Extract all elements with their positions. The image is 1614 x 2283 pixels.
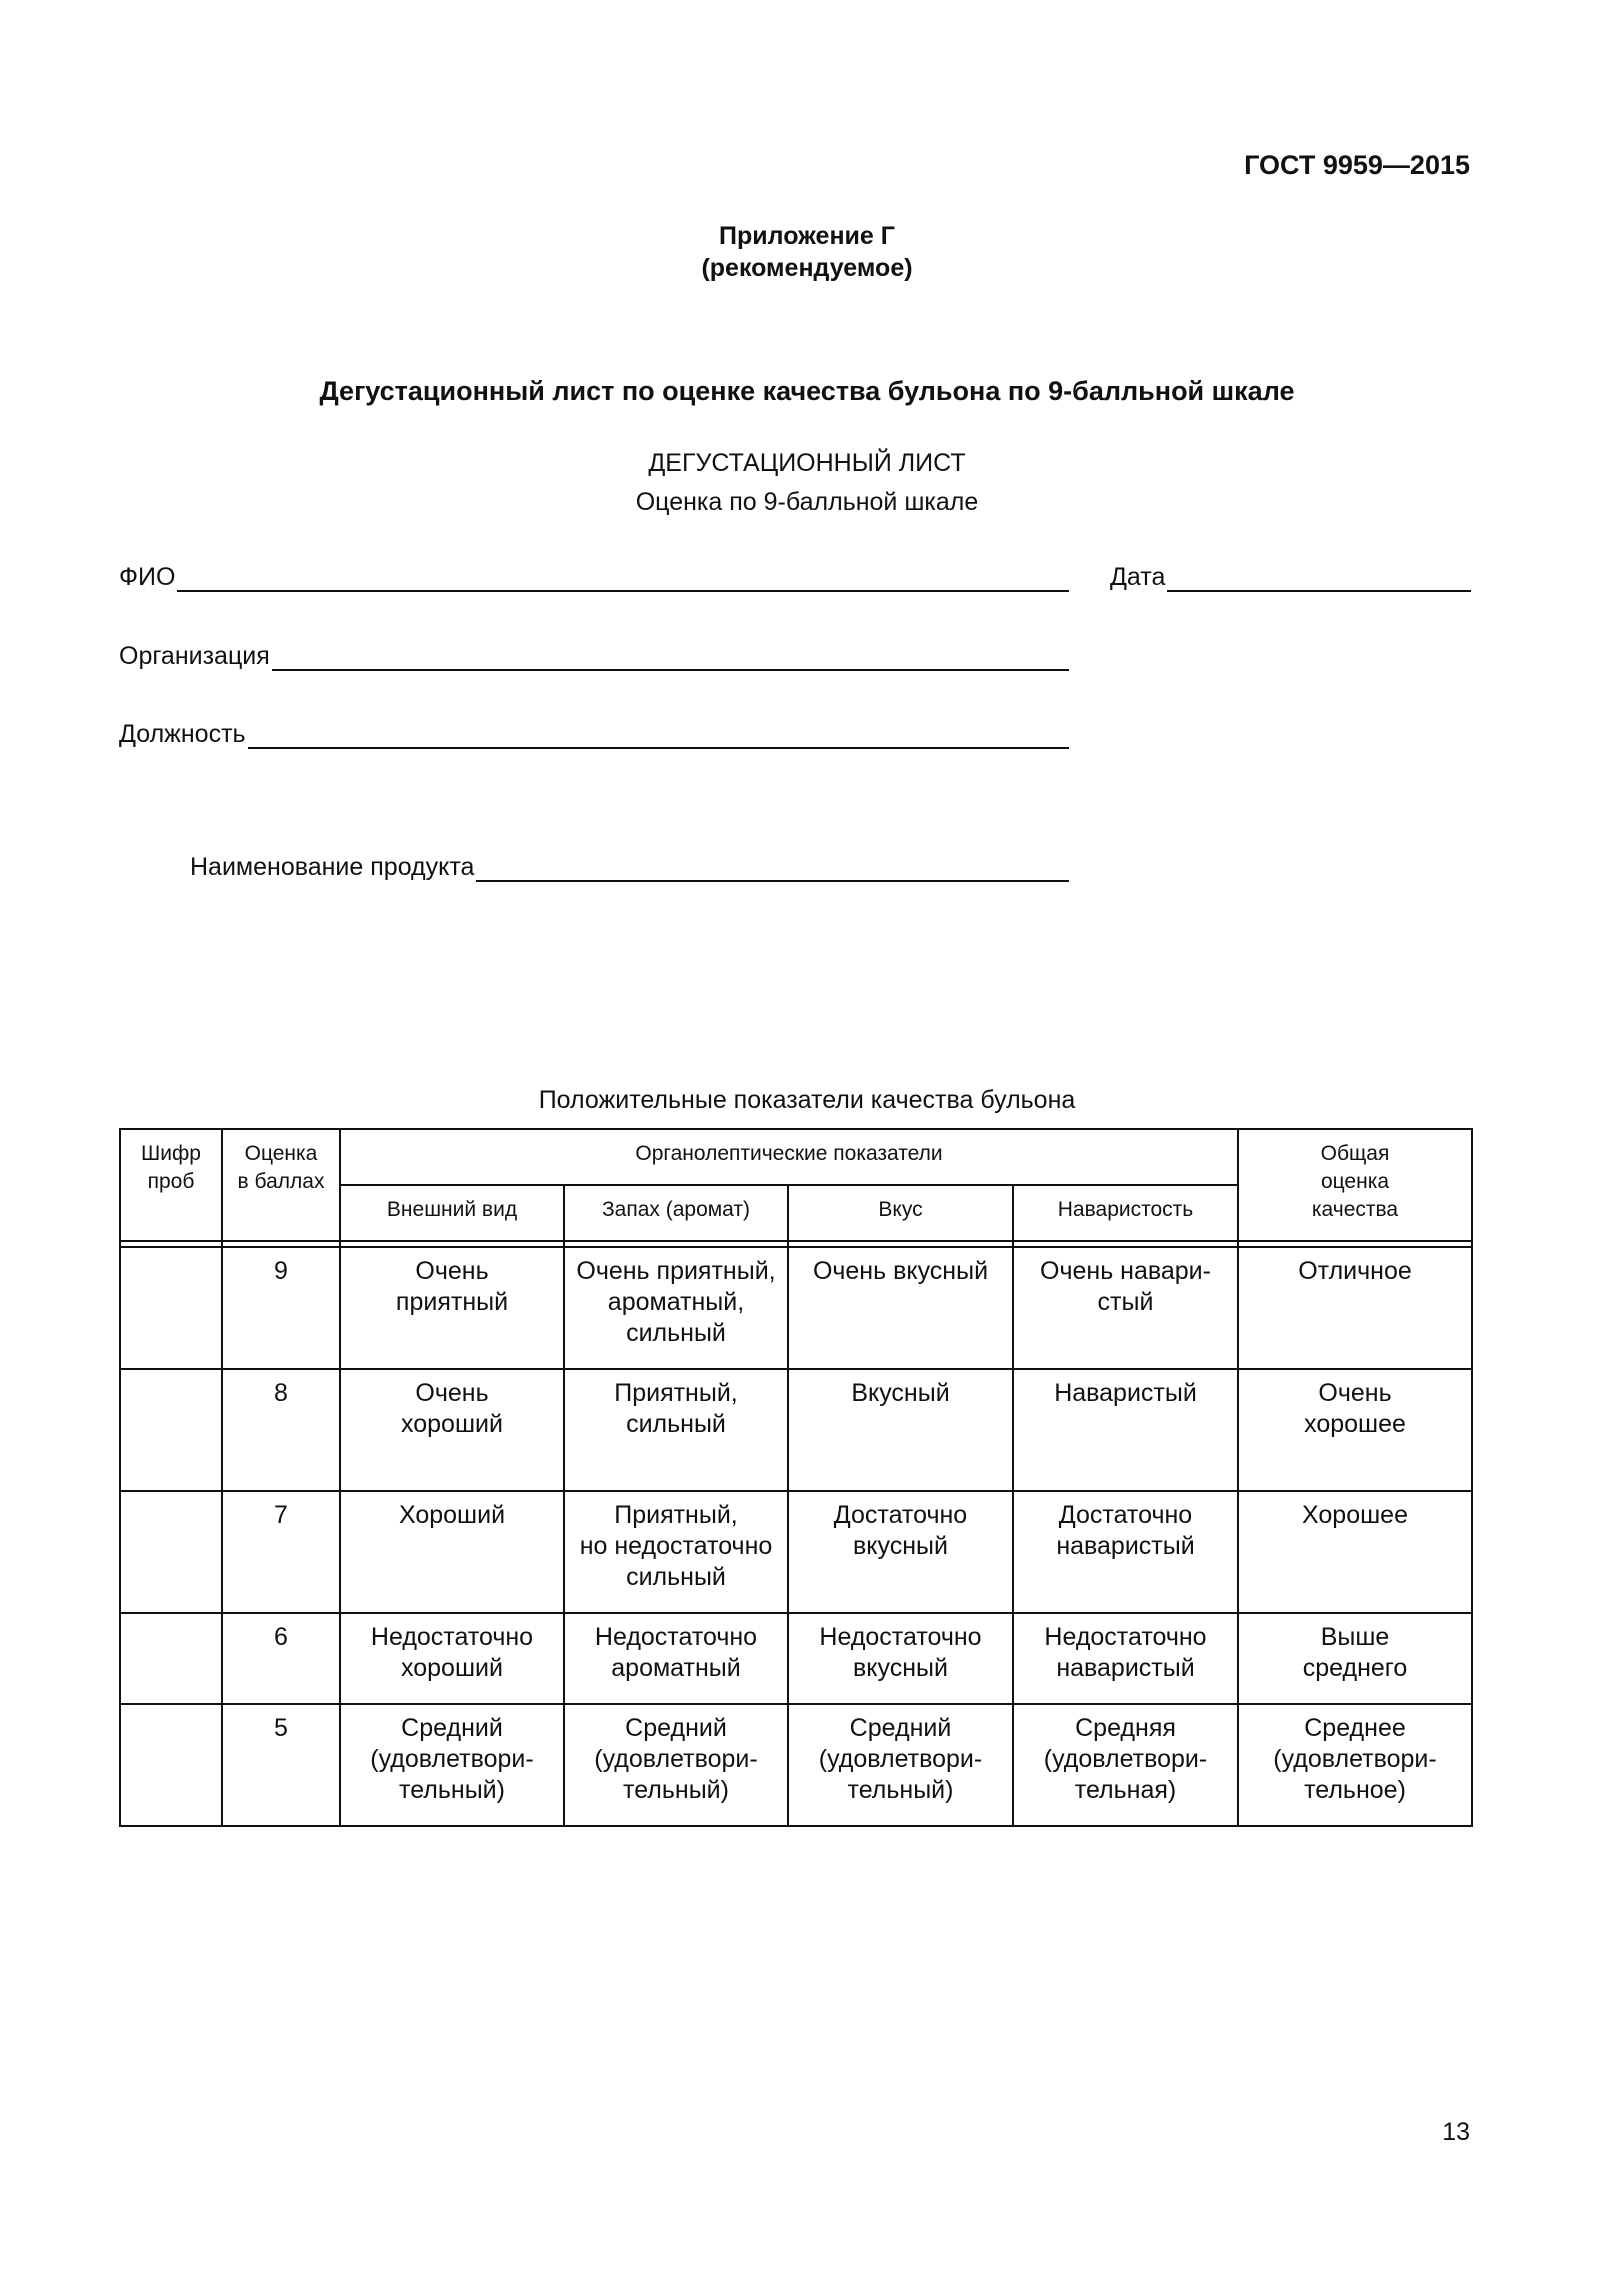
cell-overall: Хорошее xyxy=(1238,1491,1472,1613)
position-label: Должность xyxy=(119,720,246,748)
cell-appearance: Очень приятный xyxy=(340,1247,564,1369)
fio-input-line[interactable] xyxy=(177,564,1069,592)
table-row xyxy=(120,1491,1472,1613)
cell-smell: Средний (удовлетвори- тельный) xyxy=(564,1704,788,1826)
cell-appearance: Недостаточно хороший xyxy=(340,1613,564,1704)
cell-taste: Очень вкусный xyxy=(788,1247,1013,1369)
document-title: Дегустационный лист по оценке качества бульона по 9-балльной шкале xyxy=(319,376,1295,406)
position-input-line[interactable] xyxy=(248,721,1069,749)
product-field[interactable] xyxy=(190,853,1069,882)
header-taste: Вкус xyxy=(788,1185,1013,1241)
cell-appearance: Хороший xyxy=(340,1491,564,1613)
cell-code[interactable] xyxy=(120,1369,222,1491)
cell-code[interactable] xyxy=(120,1704,222,1826)
table-header-row xyxy=(120,1129,1472,1185)
cell-taste: Недостаточно вкусный xyxy=(788,1613,1013,1704)
quality-table xyxy=(119,1128,1473,1827)
table-row xyxy=(120,1704,1472,1826)
header-organoleptic: Органолептические показатели xyxy=(340,1129,1238,1185)
product-input-line[interactable] xyxy=(476,854,1069,882)
cell-richness: Очень навари- стый xyxy=(1013,1247,1238,1369)
cell-score: 6 xyxy=(222,1613,340,1704)
cell-overall: Выше среднего xyxy=(1238,1613,1472,1704)
appendix-note: (рекомендуемое) xyxy=(701,254,913,282)
cell-richness: Недостаточно наваристый xyxy=(1013,1613,1238,1704)
table-row xyxy=(120,1613,1472,1704)
cell-smell: Приятный, сильный xyxy=(564,1369,788,1491)
table-row xyxy=(120,1247,1472,1369)
appendix-title: Приложение Г xyxy=(719,222,895,250)
cell-code[interactable] xyxy=(120,1247,222,1369)
cell-taste: Средний (удовлетвори- тельный) xyxy=(788,1704,1013,1826)
header-overall: Общая оценка качества xyxy=(1238,1129,1472,1241)
cell-smell: Очень приятный, ароматный, сильный xyxy=(564,1247,788,1369)
sheet-subheading: Оценка по 9-балльной шкале xyxy=(635,488,979,516)
header-score: Оценка в баллах xyxy=(222,1129,340,1241)
header-smell: Запах (аромат) xyxy=(564,1185,788,1241)
cell-richness: Средняя (удовлетвори- тельная) xyxy=(1013,1704,1238,1826)
cell-richness: Достаточно наваристый xyxy=(1013,1491,1238,1613)
organization-label: Организация xyxy=(119,642,270,670)
cell-score: 7 xyxy=(222,1491,340,1613)
product-label: Наименование продукта xyxy=(190,853,475,881)
date-label: Дата xyxy=(1110,563,1166,591)
fio-label: ФИО xyxy=(119,563,176,591)
header-code: Шифр проб xyxy=(120,1129,222,1241)
cell-score: 8 xyxy=(222,1369,340,1491)
organization-field[interactable] xyxy=(119,642,1069,671)
page-number: 13 xyxy=(1442,2118,1470,2146)
cell-appearance: Средний (удовлетвори- тельный) xyxy=(340,1704,564,1826)
cell-overall: Отличное xyxy=(1238,1247,1472,1369)
header-appearance: Внешний вид xyxy=(340,1185,564,1241)
date-input-line[interactable] xyxy=(1167,564,1471,592)
cell-taste: Вкусный xyxy=(788,1369,1013,1491)
organization-input-line[interactable] xyxy=(272,643,1069,671)
table-row xyxy=(120,1369,1472,1491)
cell-richness: Наваристый xyxy=(1013,1369,1238,1491)
cell-score: 9 xyxy=(222,1247,340,1369)
cell-appearance: Очень хороший xyxy=(340,1369,564,1491)
date-field[interactable] xyxy=(1110,563,1471,592)
cell-smell: Приятный, но недостаточно сильный xyxy=(564,1491,788,1613)
cell-code[interactable] xyxy=(120,1613,222,1704)
header-richness: Наваристость xyxy=(1013,1185,1238,1241)
cell-overall: Очень хорошее xyxy=(1238,1369,1472,1491)
cell-taste: Достаточно вкусный xyxy=(788,1491,1013,1613)
cell-overall: Среднее (удовлетвори- тельное) xyxy=(1238,1704,1472,1826)
sheet-heading: ДЕГУСТАЦИОННЫЙ ЛИСТ xyxy=(648,449,966,477)
fio-field[interactable] xyxy=(119,563,1069,592)
cell-code[interactable] xyxy=(120,1491,222,1613)
position-field[interactable] xyxy=(119,720,1069,749)
standard-number: ГОСТ 9959—2015 xyxy=(1244,150,1470,180)
cell-score: 5 xyxy=(222,1704,340,1826)
table-caption: Положительные показатели качества бульона xyxy=(538,1086,1076,1114)
cell-smell: Недостаточно ароматный xyxy=(564,1613,788,1704)
